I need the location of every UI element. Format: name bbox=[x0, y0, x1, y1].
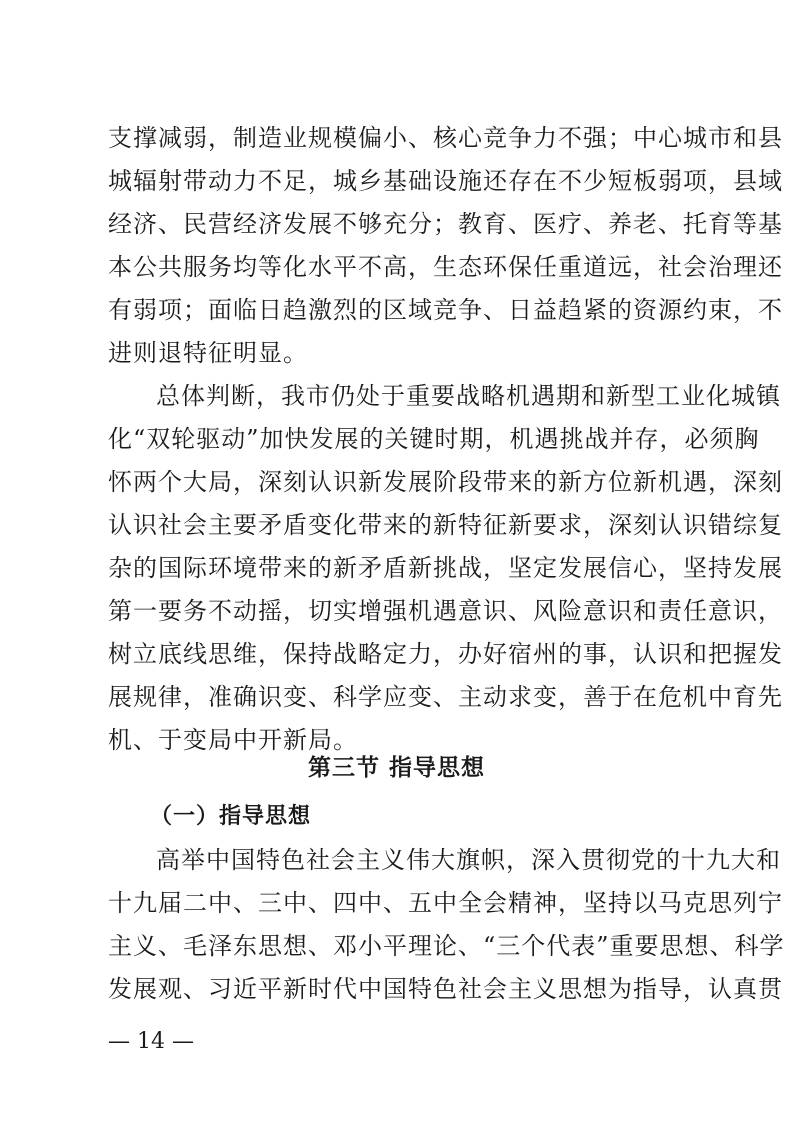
paragraph-2-line-7: 树立底线思维，保持战略定力，办好宿州的事，认识和把握发 bbox=[108, 640, 783, 668]
paragraph-2-line-2: 化“双轮驱动”加快发展的关键时期，机遇挑战并存，必须胸 bbox=[108, 425, 760, 453]
paragraph-3-line-3: 主义、毛泽东思想、邓小平理论、“三个代表”重要思想、科学 bbox=[108, 932, 785, 960]
paragraph-2-line-1: 总体判断，我市仍处于重要战略机遇期和新型工业化城镇 bbox=[156, 382, 781, 410]
paragraph-3-line-1: 高举中国特色社会主义伟大旗帜，深入贯彻党的十九大和 bbox=[156, 846, 781, 874]
page-number: — 14 — bbox=[108, 1029, 194, 1054]
paragraph-2-line-9: 机、于变局中开新局。 bbox=[108, 726, 358, 754]
paragraph-2-line-6: 第一要务不动摇，切实增强机遇意识、风险意识和责任意识， bbox=[108, 597, 783, 625]
paragraph-1-line-3: 经济、民营经济发展不够充分；教育、医疗、养老、托育等基 bbox=[108, 210, 783, 238]
paragraph-3-line-4: 发展观、习近平新时代中国特色社会主义思想为指导，认真贯 bbox=[108, 975, 783, 1003]
paragraph-1-line-1: 支撑减弱，制造业规模偏小、核心竞争力不强；中心城市和县 bbox=[108, 124, 783, 152]
paragraph-2-line-4: 认识社会主要矛盾变化带来的新特征新要求，深刻认识错综复 bbox=[108, 511, 783, 539]
paragraph-1-line-2: 城辐射带动力不足，城乡基础设施还存在不少短板弱项，县域 bbox=[108, 167, 783, 195]
paragraph-1-line-4: 本公共服务均等化水平不高，生态环保任重道远，社会治理还 bbox=[108, 253, 783, 281]
paragraph-1-line-6: 进则退特征明显。 bbox=[108, 339, 308, 367]
paragraph-1-line-5: 有弱项；面临日趋激烈的区域竞争、日益趋紧的资源约束，不 bbox=[108, 296, 783, 324]
paragraph-2-line-8: 展规律，准确识变、科学应变、主动求变，善于在危机中育先 bbox=[108, 683, 783, 711]
paragraph-2-line-3: 怀两个大局，深刻认识新发展阶段带来的新方位新机遇，深刻 bbox=[108, 468, 783, 496]
paragraph-3-line-2: 十九届二中、三中、四中、五中全会精神，坚持以马克思列宁 bbox=[108, 889, 783, 917]
subheading: （一）指导思想 bbox=[150, 804, 312, 829]
section-heading: 第三节 指导思想 bbox=[307, 755, 485, 781]
paragraph-2-line-5: 杂的国际环境带来的新矛盾新挑战，坚定发展信心，坚持发展 bbox=[108, 554, 783, 582]
